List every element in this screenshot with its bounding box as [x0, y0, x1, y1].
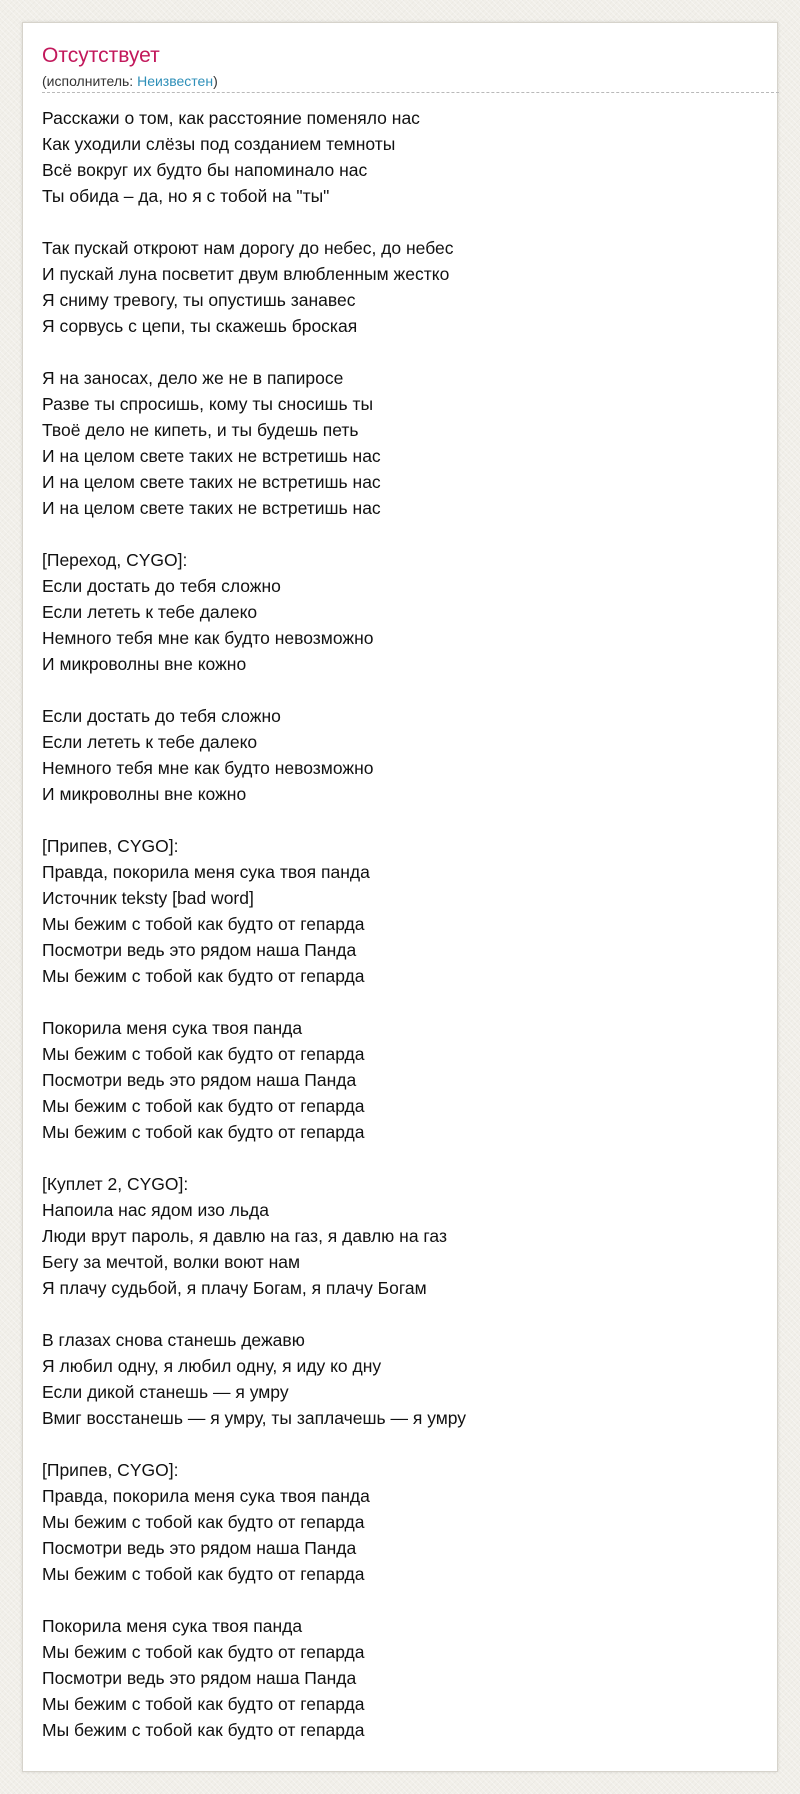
- lyric-line: Посмотри ведь это рядом наша Панда: [42, 940, 357, 960]
- lyric-line: [Припев, CYGO]:: [42, 1460, 179, 1480]
- song-title: Отсутствует: [42, 44, 160, 67]
- lyric-line: Посмотри ведь это рядом наша Панда: [42, 1070, 357, 1090]
- lyric-line: Если достать до тебя сложно: [42, 706, 281, 726]
- lyric-line: Мы бежим с тобой как будто от гепарда: [42, 1642, 365, 1662]
- lyric-line: Немного тебя мне как будто невозможно: [42, 758, 374, 778]
- lyric-line: Мы бежим с тобой как будто от гепарда: [42, 914, 365, 934]
- lyric-line: [Переход, CYGO]:: [42, 550, 188, 570]
- lyric-line: Если достать до тебя сложно: [42, 576, 281, 596]
- lyric-line: Мы бежим с тобой как будто от гепарда: [42, 1564, 365, 1584]
- lyric-line: Правда, покорила меня сука твоя панда: [42, 862, 370, 882]
- lyric-line: Источник teksty [bad word]: [42, 888, 254, 908]
- lyric-line: Я сниму тревогу, ты опустишь занавес: [42, 290, 356, 310]
- lyric-line: В глазах снова станешь дежавю: [42, 1330, 305, 1350]
- lyric-line: Напоила нас ядом изо льда: [42, 1200, 269, 1220]
- lyric-line: Правда, покорила меня сука твоя панда: [42, 1486, 370, 1506]
- lyric-line: Так пускай откроют нам дорогу до небес, до небес: [42, 238, 454, 258]
- stanza-break: [42, 209, 772, 235]
- lyrics-text: [42, 105, 772, 1743]
- lyric-line: Мы бежим с тобой как будто от гепарда: [42, 1512, 365, 1532]
- lyric-line: И на целом свете таких не встретишь нас: [42, 446, 381, 466]
- lyric-line: [Куплет 2, CYGO]:: [42, 1174, 189, 1194]
- artist-prefix: (исполнитель:: [42, 73, 138, 89]
- lyric-line: Посмотри ведь это рядом наша Панда: [42, 1538, 357, 1558]
- lyric-line: [Припев, CYGO]:: [42, 836, 179, 856]
- lyric-line: И пускай луна посветит двум влюбленным жестко: [42, 264, 450, 284]
- lyric-line: Мы бежим с тобой как будто от гепарда: [42, 1122, 365, 1142]
- stanza-break: [42, 1431, 772, 1457]
- lyric-line: Посмотри ведь это рядом наша Панда: [42, 1668, 357, 1688]
- lyric-line: Всё вокруг их будто бы напоминало нас: [42, 160, 368, 180]
- lyric-line: Как уходили слёзы под созданием темноты: [42, 134, 396, 154]
- artist-suffix: ): [213, 73, 218, 89]
- lyric-line: Бегу за мечтой, волки воют нам: [42, 1252, 301, 1272]
- stanza-break: [42, 807, 772, 833]
- stanza-break: [42, 1145, 772, 1171]
- lyric-line: Ты обида – да, но я с тобой на "ты": [42, 186, 330, 206]
- lyric-line: Вмиг восстанешь — я умру, ты заплачешь — я умру: [42, 1408, 467, 1428]
- lyric-line: Покорила меня сука твоя панда: [42, 1616, 303, 1636]
- lyric-line: Мы бежим с тобой как будто от гепарда: [42, 1044, 365, 1064]
- stanza-break: [42, 1301, 772, 1327]
- lyric-line: И микроволны вне кожно: [42, 784, 247, 804]
- artist-line: [42, 73, 218, 89]
- lyrics-card: [22, 22, 778, 1772]
- lyric-line: Расскажи о том, как расстояние поменяло нас: [42, 108, 420, 128]
- stanza-break: [42, 1587, 772, 1613]
- lyric-line: И микроволны вне кожно: [42, 654, 247, 674]
- stanza-break: [42, 339, 772, 365]
- artist-link[interactable]: Неизвестен: [137, 73, 214, 89]
- lyric-line: Мы бежим с тобой как будто от гепарда: [42, 1694, 365, 1714]
- lyric-line: Немного тебя мне как будто невозможно: [42, 628, 374, 648]
- lyric-line: Если дикой станешь — я умру: [42, 1382, 289, 1402]
- lyric-line: Разве ты спросишь, кому ты сносишь ты: [42, 394, 374, 414]
- lyric-line: Я любил одну, я любил одну, я иду ко дну: [42, 1356, 382, 1376]
- lyric-line: Мы бежим с тобой как будто от гепарда: [42, 966, 365, 986]
- lyric-line: Если лететь к тебе далеко: [42, 602, 258, 622]
- stanza-break: [42, 521, 772, 547]
- lyric-line: Я сорвусь с цепи, ты скажешь броская: [42, 316, 358, 336]
- lyric-line: Мы бежим с тобой как будто от гепарда: [42, 1096, 365, 1116]
- title-divider: [42, 92, 779, 93]
- lyric-line: И на целом свете таких не встретишь нас: [42, 472, 381, 492]
- lyric-line: Мы бежим с тобой как будто от гепарда: [42, 1720, 365, 1740]
- lyric-line: Покорила меня сука твоя панда: [42, 1018, 303, 1038]
- lyric-line: Я на заносах, дело же не в папиросе: [42, 368, 344, 388]
- stanza-break: [42, 677, 772, 703]
- lyric-line: И на целом свете таких не встретишь нас: [42, 498, 381, 518]
- lyric-line: Твоё дело не кипеть, и ты будешь петь: [42, 420, 359, 440]
- lyric-line: Я плачу судьбой, я плачу Богам, я плачу Богам: [42, 1278, 427, 1298]
- stanza-break: [42, 989, 772, 1015]
- lyric-line: Люди врут пароль, я давлю на газ, я давлю на газ: [42, 1226, 447, 1246]
- lyric-line: Если лететь к тебе далеко: [42, 732, 258, 752]
